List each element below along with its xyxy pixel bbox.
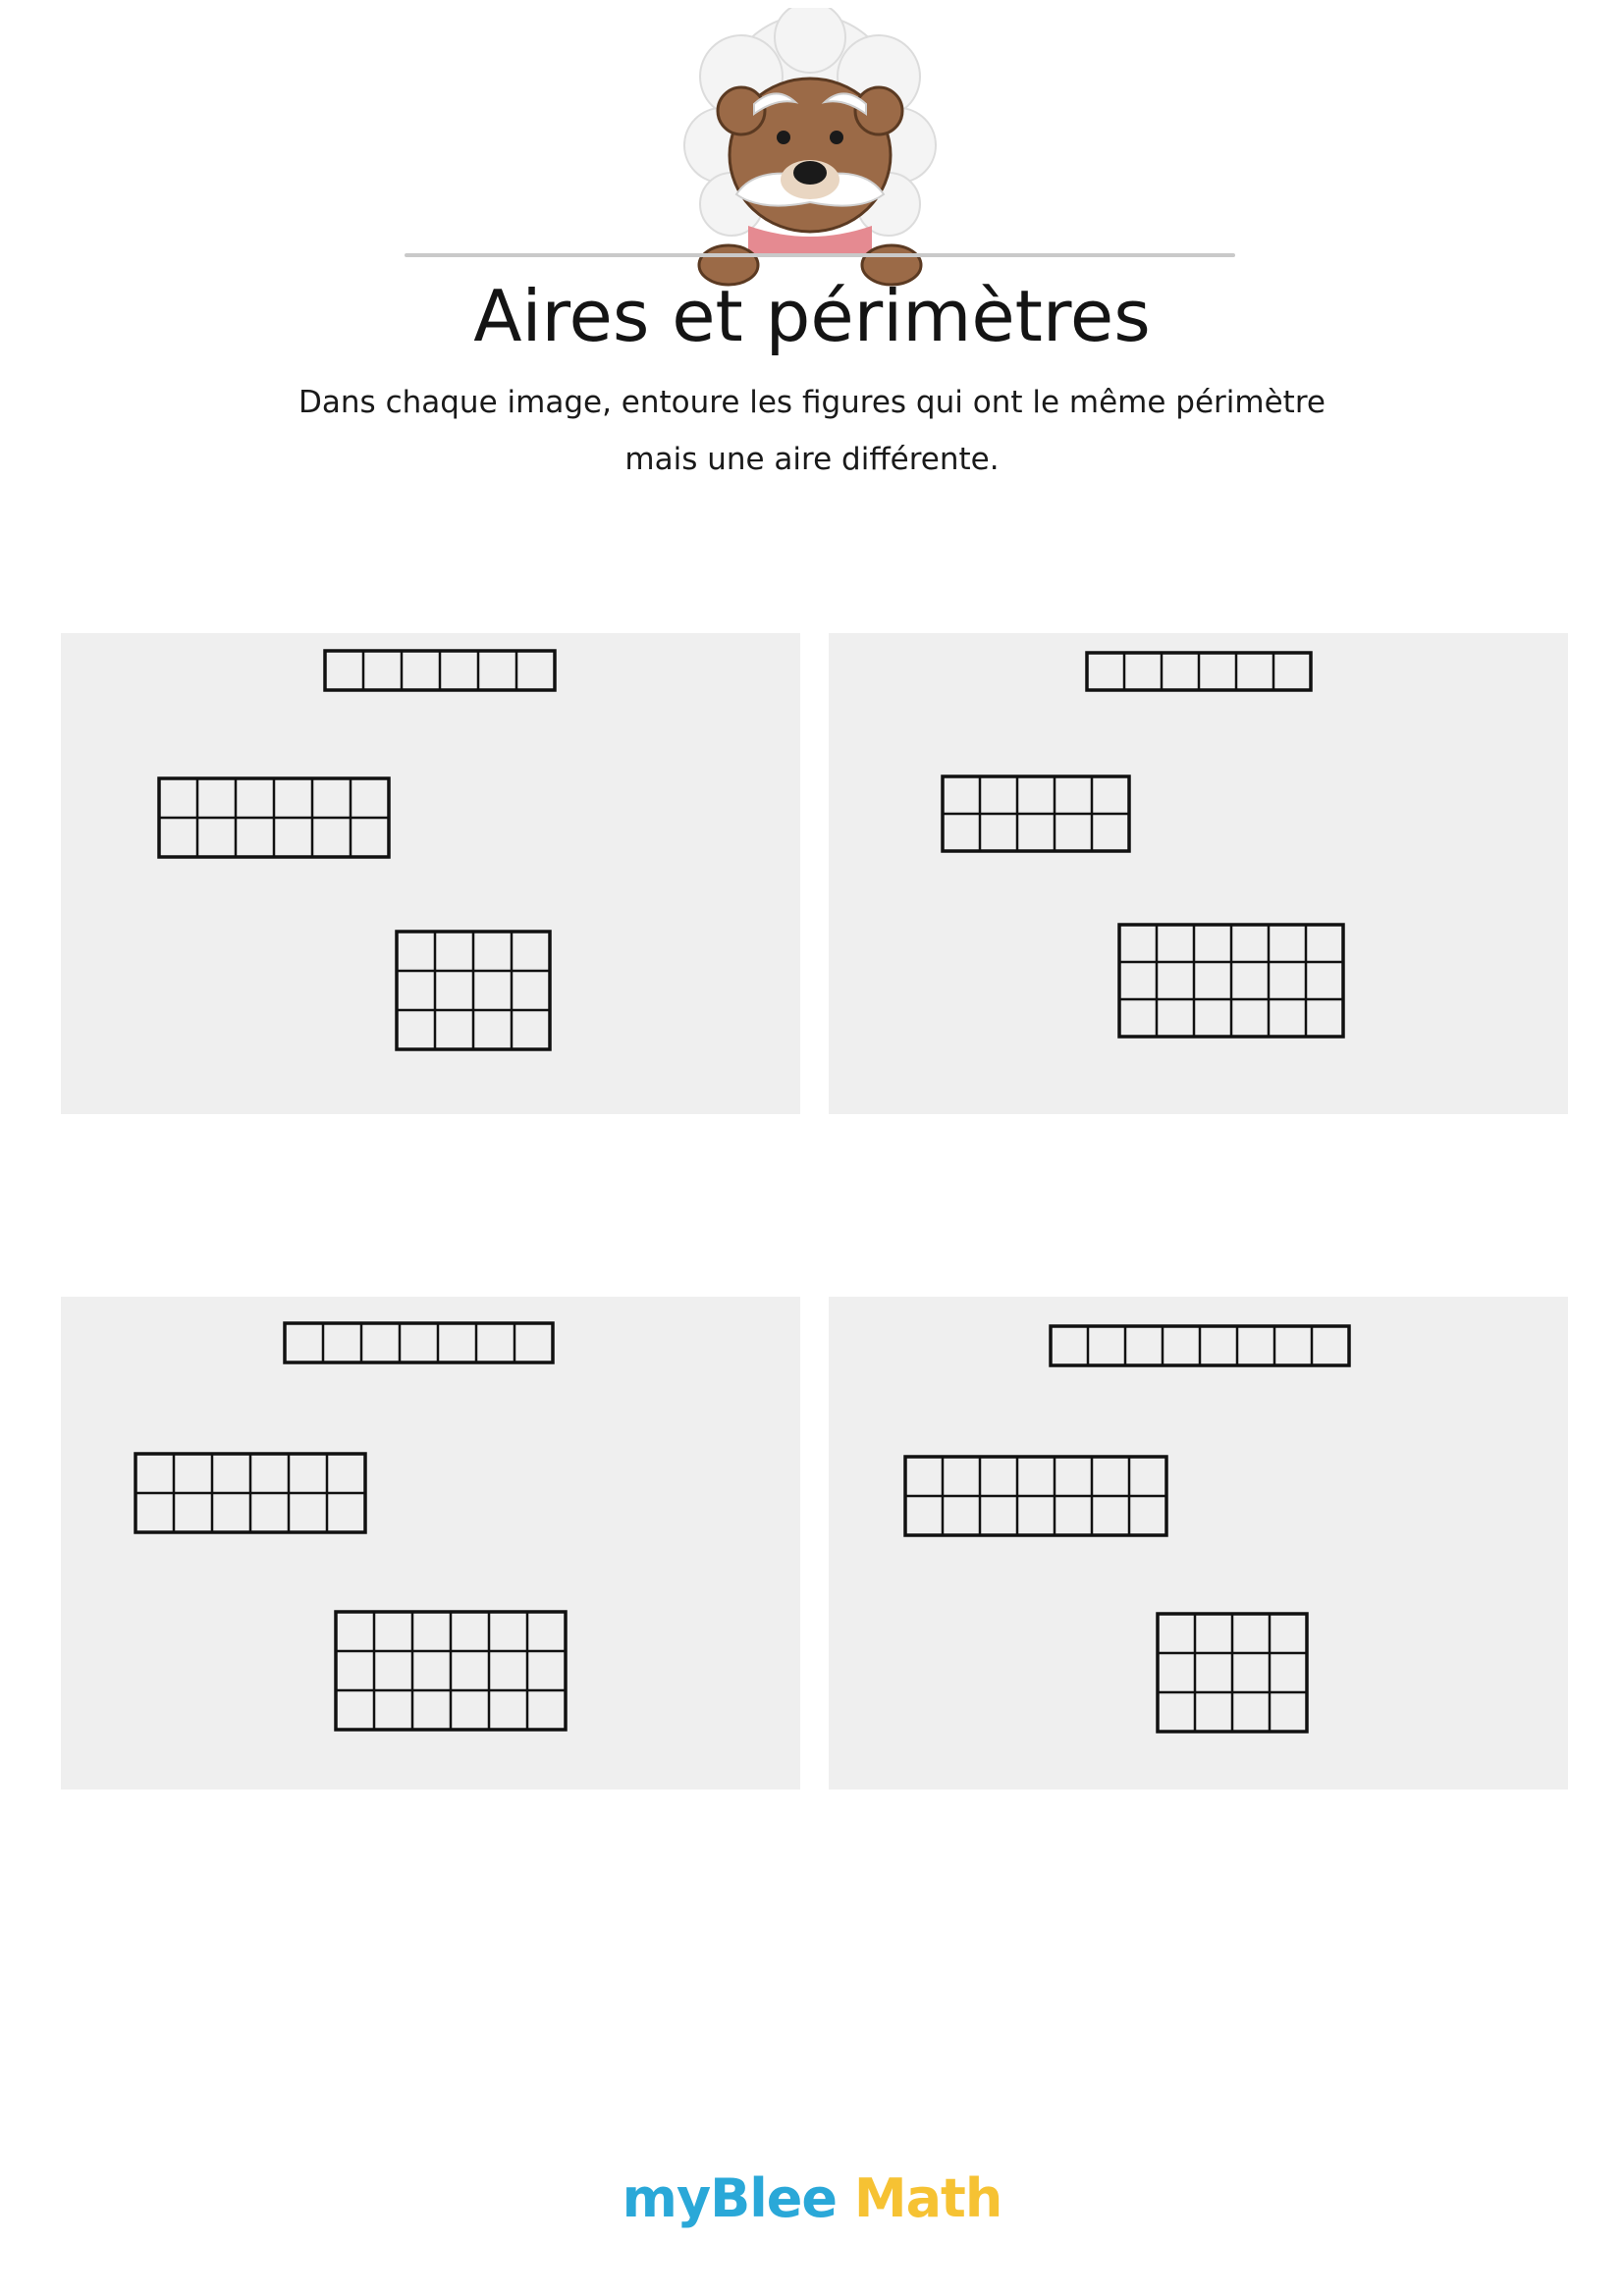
mascot-illustration: [638, 8, 982, 288]
exercise-panel-1: [61, 633, 800, 1114]
grid-figure-2[interactable]: [943, 776, 1129, 851]
grid-figure-3[interactable]: [1158, 1614, 1307, 1732]
grid-figure-3[interactable]: [397, 932, 550, 1049]
grid-figure-3[interactable]: [336, 1612, 566, 1730]
grid-figure-2[interactable]: [905, 1457, 1166, 1535]
grid-figure-1[interactable]: [285, 1323, 553, 1362]
exercise-panel-3: [61, 1297, 800, 1789]
grid-figure-1[interactable]: [1087, 653, 1311, 690]
grid-figure-3[interactable]: [1119, 925, 1343, 1037]
grid-figure-2[interactable]: [135, 1454, 365, 1532]
brand-logo-space: [837, 2167, 854, 2229]
brand-logo-part2: Math: [853, 2167, 1002, 2229]
instruction-line-1: Dans chaque image, entoure les figures qui ont le même périmètre: [298, 385, 1326, 420]
grid-figure-1[interactable]: [1051, 1326, 1349, 1365]
exercise-panel-4: [829, 1297, 1568, 1789]
exercise-panel-2: [829, 633, 1568, 1114]
header-divider: [405, 253, 1235, 257]
grid-outline: [285, 1323, 553, 1362]
instruction-line-2: mais une aire différente.: [624, 442, 1000, 477]
page-title: Aires et périmètres: [473, 275, 1151, 357]
grid-figure-2[interactable]: [159, 778, 389, 857]
brand-logo-part1: myBlee: [622, 2167, 838, 2229]
grid-figure-1[interactable]: [325, 651, 555, 690]
brand-logo: [0, 2167, 1624, 2230]
